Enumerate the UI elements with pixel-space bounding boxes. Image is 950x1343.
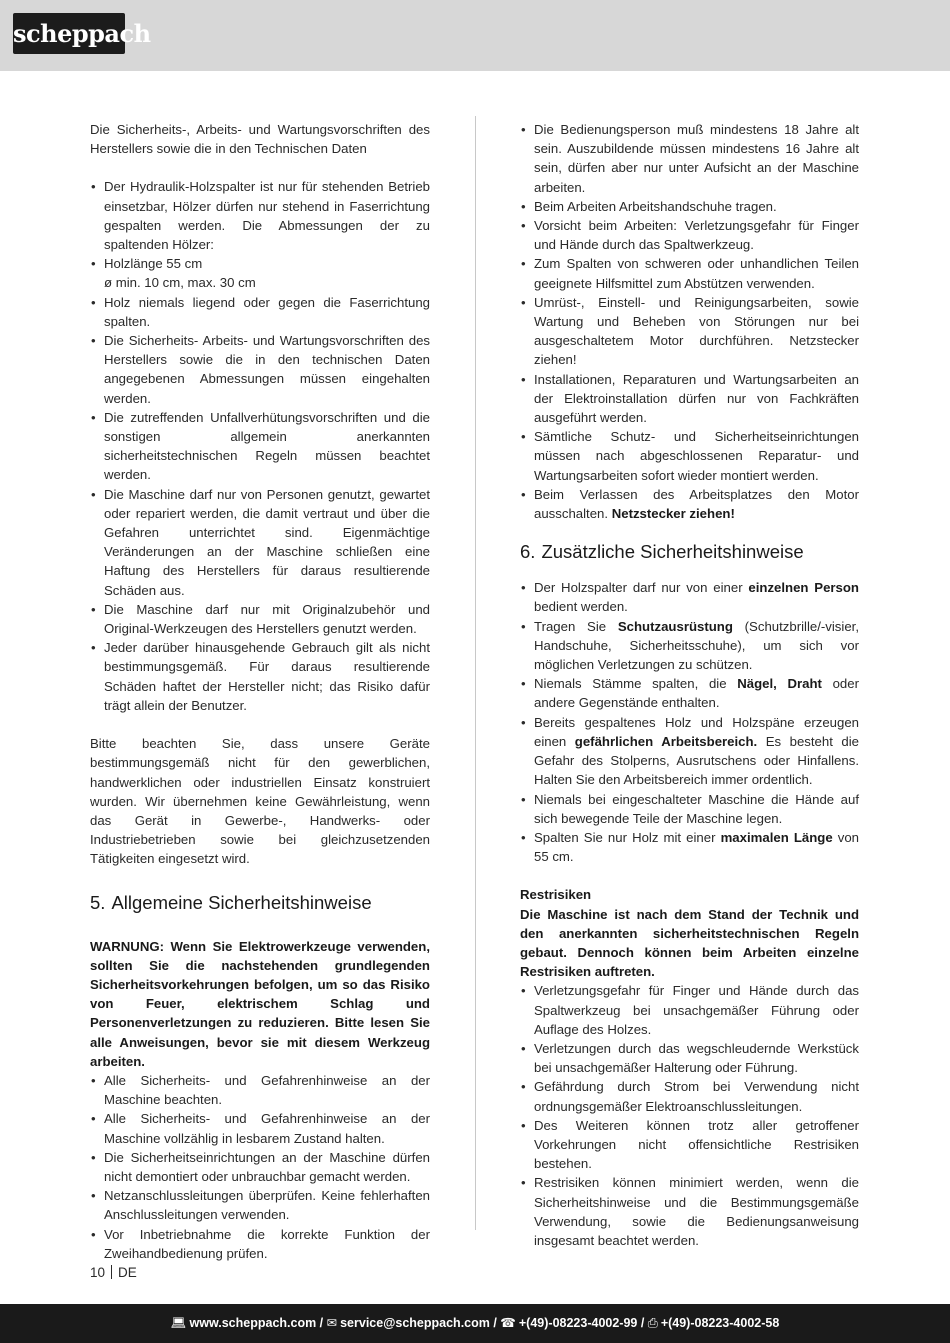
list-item: • Die zutreffenden Unfallverhütungsvorschriften und die sonstigen allgemein anerkannten sicherheitstechnischen Regeln müssen beachtet werden. bbox=[90, 408, 430, 485]
list-item: • Holz niemals liegend oder gegen die Faserrichtung spalten. bbox=[90, 293, 430, 331]
footer-email[interactable]: service@scheppach.com bbox=[340, 1316, 490, 1330]
list-item bbox=[520, 485, 859, 523]
intro-paragraph: Die Sicherheits-, Arbeits- und Wartungsvorschriften des Herstellers sowie die in den Technischen Daten bbox=[90, 122, 430, 157]
footer-separator: / bbox=[637, 1316, 648, 1330]
item-text: Niemals Stämme spalten, die bbox=[534, 676, 738, 692]
list-item: ø min. 10 cm, max. 30 cm bbox=[104, 275, 256, 291]
list-item: • Zum Spalten von schweren oder unhandlichen Teilen geeignete Hilfsmittel zum Abstützen verwenden. bbox=[520, 254, 859, 292]
list-item: • Die Maschine darf nur mit Originalzubehör und Original-Werkzeugen des Herstellers genutzt werden. bbox=[90, 600, 430, 638]
section-number: 5. bbox=[90, 891, 106, 913]
item-text: von 55 cm. bbox=[534, 829, 860, 865]
list-item: • Der Hydraulik-Holzspalter ist nur für stehenden Betrieb einsetzbar, Hölzer dürfen nur stehend in Faserrichtung gespalten werden. Die Abmessungen der zu spaltenden Hölzer: bbox=[90, 177, 430, 254]
list-item: • Vorsicht beim Arbeiten: Verletzungsgefahr für Finger und Hände durch das Spaltwerkzeug. bbox=[520, 216, 859, 254]
footer-bar bbox=[0, 1304, 950, 1343]
column-divider bbox=[475, 116, 476, 1230]
list-item: • Beim Arbeiten Arbeitshandschuhe tragen. bbox=[520, 197, 859, 216]
fax-icon: ⎙ bbox=[647, 1316, 658, 1330]
list-item: • Die Sicherheitseinrichtungen an der Maschine dürfen nicht demontiert oder unbrauchbar gemacht werden. bbox=[90, 1148, 430, 1186]
left-column bbox=[90, 120, 430, 1263]
scheppach-logo[interactable]: scheppach bbox=[13, 13, 125, 54]
item-text: Es besteht die Gefahr des Stolperns, Ausrutschens oder Hinfallens. Halten Sie den Arbeitsbereich immer ordentlich. bbox=[534, 733, 859, 788]
list-item: • Umrüst-, Einstell- und Reinigungsarbeiten, sowie Wartung und Beheben von Störungen nur bei ausgeschaltetem Motor durchführen. Netzstecker ziehen! bbox=[520, 293, 859, 370]
item-bold: Nägel, Draht bbox=[737, 676, 822, 692]
residual-risk-heading: Restrisiken bbox=[520, 887, 592, 903]
safety-list bbox=[90, 1071, 430, 1263]
list-item: • Alle Sicherheits- und Gefahrenhinweise an der Maschine vollzählig in lesbarem Zustand halten. bbox=[90, 1109, 430, 1147]
list-item bbox=[520, 617, 859, 675]
item-bold: Netzstecker ziehen! bbox=[611, 506, 735, 522]
warning-paragraph: WARNUNG: Wenn Sie Elektrowerkzeuge verwenden, sollten Sie die nachstehenden grundlegenden Sicherheitsvorkehrungen befolgen, um so das Risiko von Feuer, elektrischem Schlag und Personenverletzungen zu reduzieren. Bitte lesen Sie alle Anweisungen, bevor sie mit diesem Werkzeug arbeiten. bbox=[90, 938, 430, 1069]
list-item bbox=[520, 828, 859, 866]
list-item: • Die Bedienungsperson muß mindestens 18 Jahre alt sein. Auszubildende müssen mindestens 16 Jahre alt sein, dürfen aber nur unter Aufsicht an der Maschine arbeiten. bbox=[520, 120, 859, 197]
residual-risk-intro: Die Maschine ist nach dem Stand der Technik und den anerkannten sicherheitstechnischen Regeln gebaut. Dennoch können beim Arbeiten einzelne Restrisiken auftreten. bbox=[520, 906, 859, 980]
phone-icon: ☎︎ bbox=[500, 1316, 516, 1330]
list-item bbox=[520, 674, 859, 712]
item-bold: einzelnen Person bbox=[748, 580, 859, 596]
item-text: Beim Verlassen des Arbeitsplatzes den Motor ausschalten. bbox=[534, 486, 859, 522]
additional-safety-list bbox=[520, 578, 859, 866]
item-bold: maximalen Länge bbox=[720, 829, 833, 845]
list-item: • Alle Sicherheits- und Gefahrenhinweise an der Maschine beachten. bbox=[90, 1071, 430, 1109]
list-item bbox=[520, 713, 859, 790]
list-item: • Verletzungsgefahr für Finger und Hände durch das Spaltwerkzeug bei unsachgemäßer Führung oder Auflage des Holzes. bbox=[520, 981, 859, 1039]
list-item bbox=[520, 790, 859, 828]
footer-phone[interactable]: +(49)-08223-4002-99 bbox=[518, 1316, 638, 1330]
notice-paragraph: Bitte beachten Sie, dass unsere Geräte bestimmungsgemäß nicht für den gewerblichen, handwerklichen oder industriellen Einsatz konstruiert wurden. Wir übernehmen keine Gewährleistung, wenn das Gerät in Gewerbe-, Handwerks- oder Industriebetrieben sowie bei gleichzusetzenden Tätigkeiten eingesetzt wird. bbox=[90, 736, 430, 867]
list-item: • Installationen, Reparaturen und Wartungsarbeiten an der Elektroinstallation dürfen nur von Fachkräften ausgeführt werden. bbox=[520, 370, 859, 428]
item-text: Bereits gespaltenes Holz und Holzspäne erzeugen einen bbox=[534, 714, 859, 749]
list-item: • Verletzungen durch das wegschleudernde Werkstück bei unsachgemäßer Halterung oder Führung. bbox=[520, 1039, 859, 1077]
list-item: • Die Sicherheits- Arbeits- und Wartungsvorschriften des Herstellers sowie die in den technischen Daten angegebenen Abmessungen müssen eingehalten werden. bbox=[90, 331, 430, 408]
item-text: Tragen Sie bbox=[534, 618, 618, 634]
item-text: Der Holzspalter darf nur von einer bbox=[534, 580, 749, 596]
list-item: • Gefährdung durch Strom bei Verwendung nicht ordnungsgemäßer Elektroanschlussleitungen. bbox=[520, 1077, 859, 1115]
list-item: • Jeder darüber hinausgehende Gebrauch gilt als nicht bestimmungsgemäß. Für daraus resultierende Schäden haftet der Hersteller nicht; das Risiko dafür trägt allein der Benutzer. bbox=[90, 638, 430, 715]
computer-icon: 💻︎ bbox=[170, 1316, 187, 1330]
item-text: Niemals bei eingeschalteter Maschine die Hände auf sich bewegende Teile der Maschine legen. bbox=[534, 791, 859, 826]
list-item: • Sämtliche Schutz- und Sicherheitseinrichtungen müssen nach abgeschlossenen Reparatur- und Wartungsarbeiten sofort wieder montiert werden. bbox=[520, 427, 859, 485]
section-number: 6. bbox=[520, 541, 536, 563]
right-column bbox=[520, 120, 859, 1250]
list-item: • Holzlänge 55 cm bbox=[90, 254, 430, 273]
page-number bbox=[90, 1265, 137, 1280]
mail-icon: ✉︎ bbox=[326, 1316, 338, 1330]
footer-separator: / bbox=[489, 1316, 501, 1330]
footer-separator: / bbox=[316, 1316, 327, 1330]
footer-website[interactable]: www.scheppach.com bbox=[189, 1316, 317, 1330]
item-bold: gefährlichen Arbeitsbereich. bbox=[574, 733, 758, 749]
list-item: • Des Weiteren können trotz aller getroffener Vorkehrungen nicht offensichtliche Restrisiken bestehen. bbox=[520, 1116, 859, 1174]
usage-list bbox=[90, 177, 430, 715]
section-5-heading bbox=[90, 891, 430, 915]
footer-fax: +(49)-08223-4002-58 bbox=[660, 1316, 780, 1330]
list-item bbox=[520, 578, 859, 616]
page-number-value: 10 bbox=[90, 1265, 106, 1280]
list-item: • Vor Inbetriebnahme die korrekte Funktion der Zweihandbedienung prüfen. bbox=[90, 1225, 430, 1263]
list-item: • Restrisiken können minimiert werden, wenn die Sicherheitshinweise und die Bestimmungsgemäße Verwendung, sowie die Bedienungsanweisung insgesamt beachtet werden. bbox=[520, 1173, 859, 1250]
residual-risk-list bbox=[520, 981, 859, 1250]
section-title: Zusätzliche Sicherheitshinweise bbox=[541, 541, 804, 563]
list-item: • Netzanschlussleitungen überprüfen. Keine fehlerhaften Anschlussleitungen verwenden. bbox=[90, 1186, 430, 1224]
page-language: DE bbox=[118, 1265, 137, 1280]
item-bold: Schutzausrüstung bbox=[617, 618, 733, 634]
section-6-heading bbox=[520, 540, 859, 564]
header-bar bbox=[0, 0, 950, 71]
item-text: (Schutzbrille/-visier, Handschuhe, Sicherheitsschuhe), um sich vor möglichen Verletzungen zu schützen. bbox=[534, 618, 859, 673]
section-title: Allgemeine Sicherheitshinweise bbox=[111, 891, 372, 913]
item-text: Spalten Sie nur Holz mit einer bbox=[534, 829, 721, 845]
operator-list bbox=[520, 120, 859, 523]
page-separator bbox=[111, 1265, 112, 1279]
item-text: bedient werden. bbox=[534, 599, 628, 615]
list-item: • Die Maschine darf nur von Personen genutzt, gewartet oder repariert werden, die damit vertraut und über die Gefahren unterrichtet sind. Eigenmächtige Veränderungen an der Maschine schließen eine Haftung des Herstellers für daraus resultierende Schäden aus. bbox=[90, 485, 430, 600]
item-text: oder andere Gegenstände enthalten. bbox=[534, 676, 859, 711]
